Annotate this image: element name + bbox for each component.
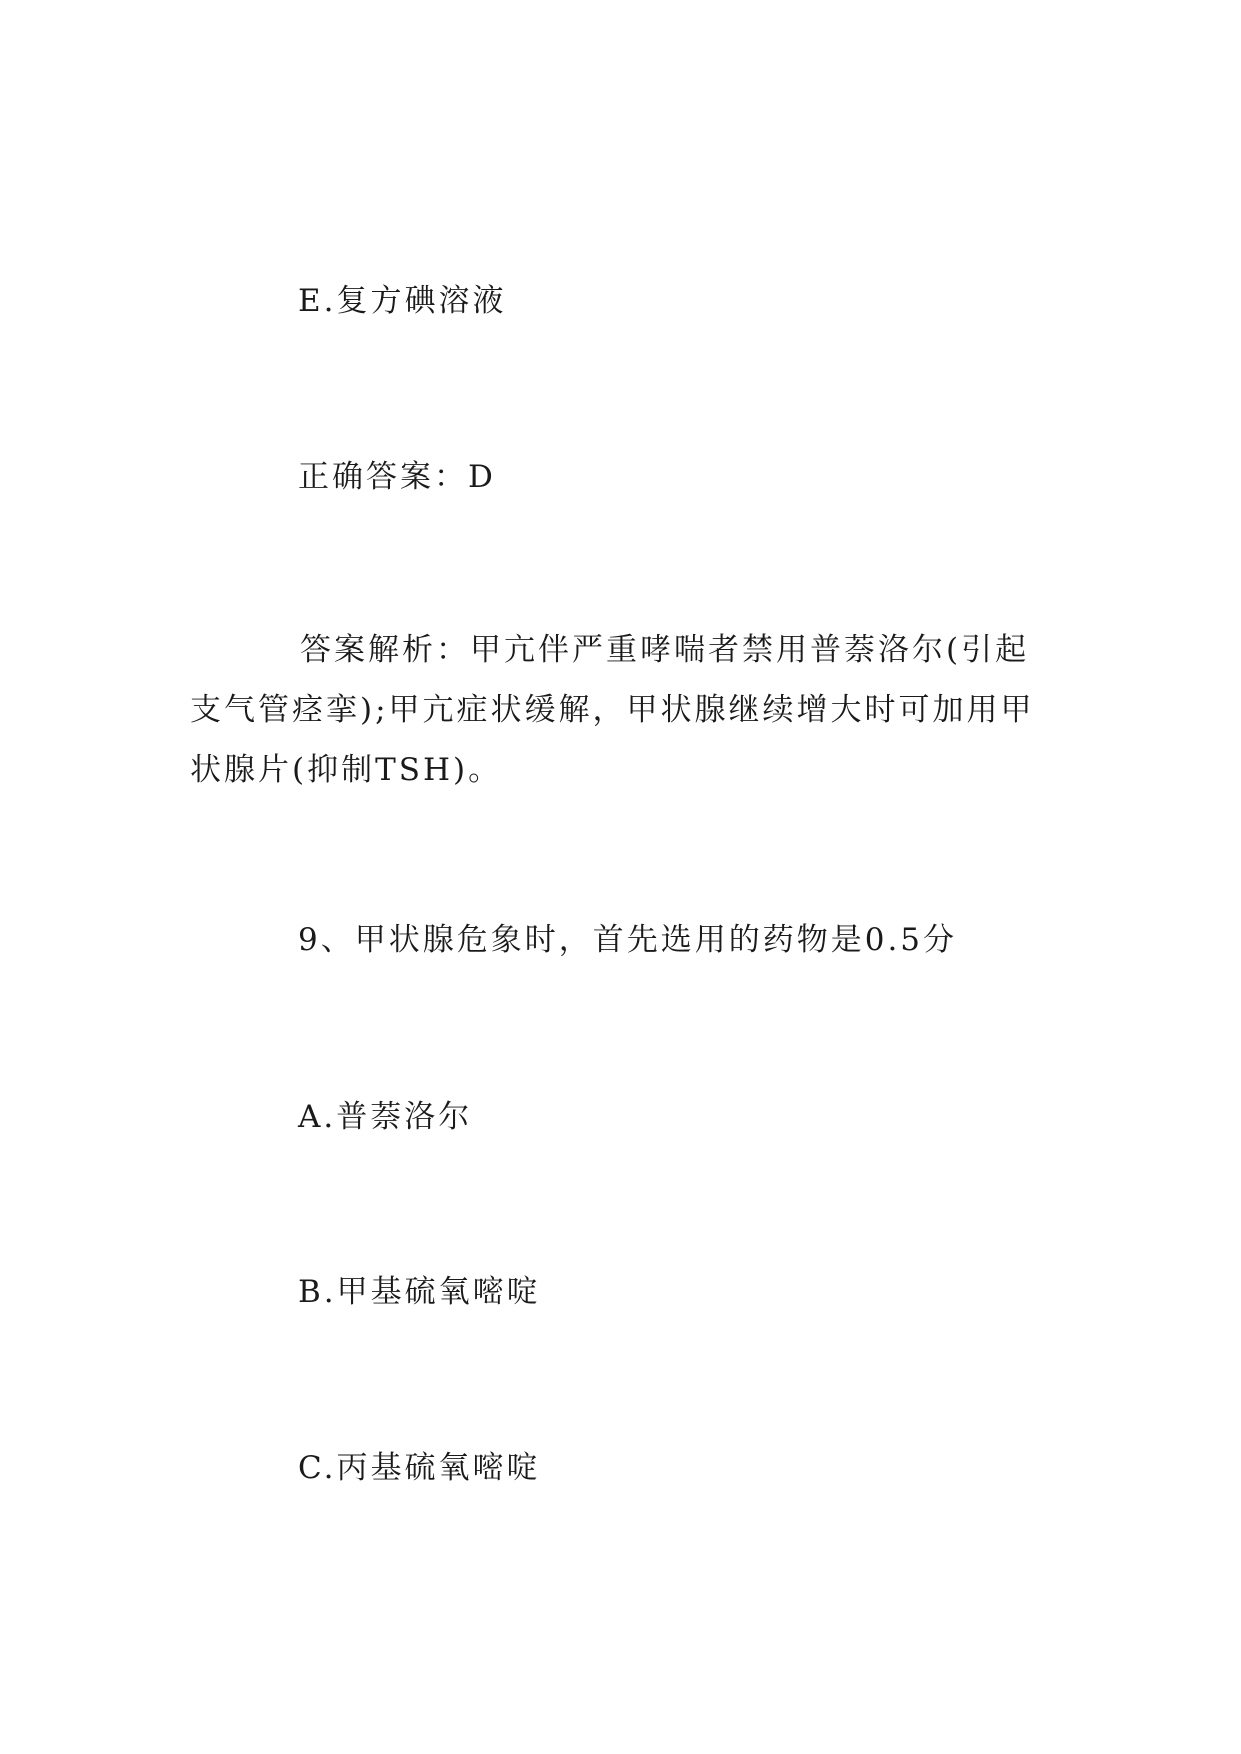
- correct-answer: 正确答案：D: [298, 459, 496, 495]
- question-9-option-a: A.普萘洛尔: [298, 1099, 473, 1135]
- question-9-option-c: C.丙基硫氧嘧啶: [298, 1450, 541, 1486]
- answer-analysis: 答案解析：甲亢伴严重哮喘者禁用普萘洛尔(引起支气管痉挛);甲亢症状缓解，甲状腺继续增大时可加用甲状腺片(抑制TSH)。: [190, 632, 1035, 788]
- question-9-stem: 9、甲状腺危象时，首先选用的药物是0.5分: [298, 922, 958, 958]
- question-9-option-b: B.甲基硫氧嘧啶: [298, 1274, 541, 1310]
- option-e: E.复方碘溶液: [298, 283, 507, 319]
